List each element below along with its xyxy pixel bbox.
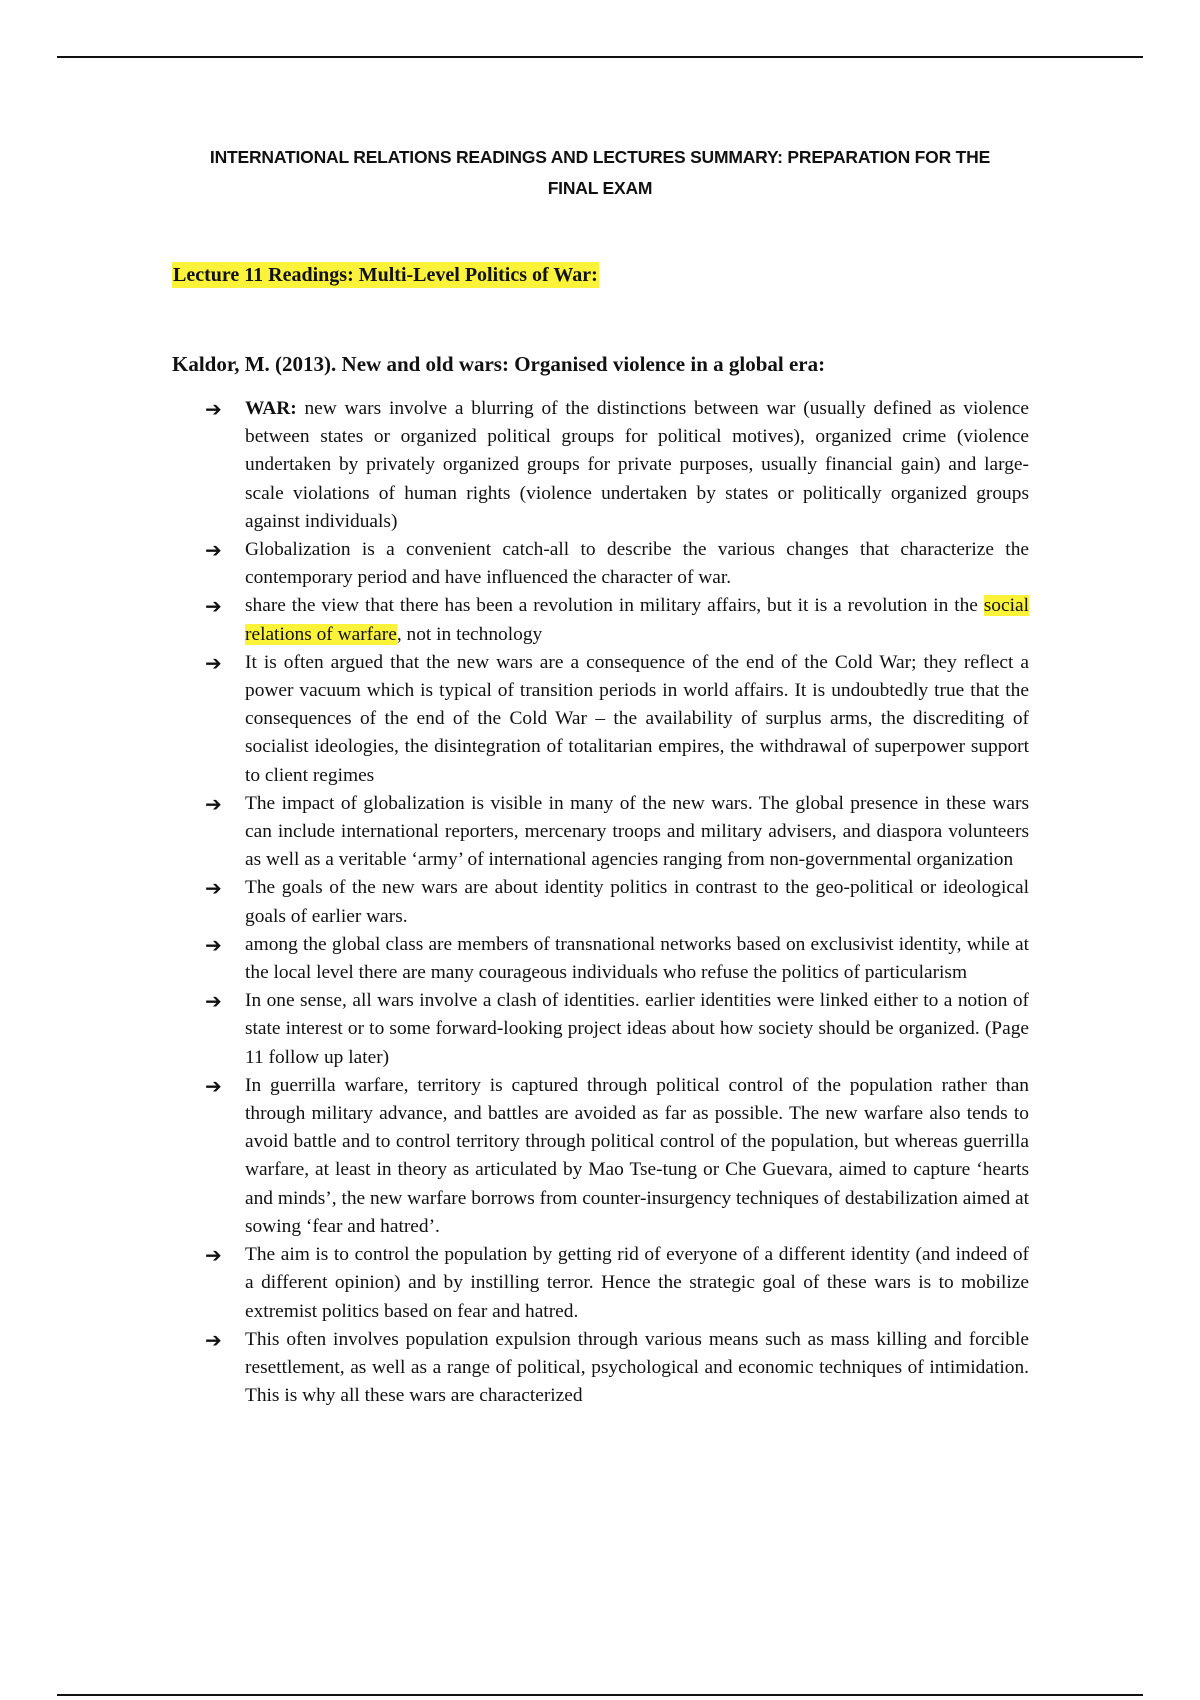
- bullet-item-cold-war: [205, 649, 1029, 790]
- bullet-item-war: [205, 395, 1029, 536]
- bullet-text: The impact of globalization is visible in many of the new wars. The global presence in these wars can include international reporters, mercenary troops and military advisers, and diaspora volunteers as well as a veritable ‘army’ of international agencies ranging from non-governmental organization: [245, 792, 1029, 871]
- bullet-item-revolution: [205, 592, 1029, 648]
- arrow-bullet-icon: ➔: [205, 876, 222, 901]
- arrow-bullet-icon: ➔: [205, 397, 222, 421]
- bullet-item-global-class: [205, 931, 1029, 987]
- bullet-text: new wars involve a blurring of the distinctions between war (usually defined as violence between states or organized political groups for political motives), organized crime (violence undertaken by privately organized groups for private purposes, usually financial gain) and large-scale violations of human rights (violence undertaken by states or politically organized groups against individuals): [245, 398, 1029, 532]
- bullet-text: among the global class are members of transnational networks based on exclusivist identity, while at the local level there are many courageous individuals who refuse the politics of particularism: [245, 933, 1029, 984]
- bullet-text: It is often argued that the new wars are a consequence of the end of the Cold War; they reflect a power vacuum which is typical of transition periods in world affairs. It is undoubtedly true that the consequences of the end of the Cold War – the availability of surplus arms, the discrediting of socialist ideologies, the disintegration of totalitarian empires, the withdrawal of superpower support to client regimes: [245, 651, 1029, 786]
- bullet-list: [205, 395, 1029, 1410]
- bullet-text: This often involves population expulsion through various means such as mass killing and forcible resettlement, as well as a range of political, psychological and economic techniques of intimidation. This is why all these wars are characterized: [245, 1328, 1029, 1407]
- bullet-text: share the view that there has been a revolution in military affairs, but it is a revolution in the: [245, 595, 984, 617]
- arrow-bullet-icon: ➔: [205, 1073, 222, 1098]
- arrow-bullet-icon: ➔: [205, 989, 222, 1014]
- bullet-text: Globalization is a convenient catch-all to describe the various changes that characterize the contemporary period and have influenced the character of war.: [245, 539, 1029, 589]
- bullet-text: The goals of the new wars are about identity politics in contrast to the geo-political or ideological goals of earlier wars.: [245, 877, 1029, 927]
- bullet-lead: WAR:: [245, 398, 297, 419]
- top-rule: [57, 56, 1143, 58]
- document-title: [172, 142, 1028, 204]
- bullet-item-goals: [205, 874, 1029, 930]
- highlighted-text: social relations of warfare: [245, 595, 1029, 645]
- bullet-item-expulsion: [205, 1326, 1029, 1411]
- section-heading: Lecture 11 Readings: Multi-Level Politics of War:: [173, 264, 598, 286]
- bullet-text: In guerrilla warfare, territory is captured through political control of the population rather than through military advance, and battles are avoided as far as possible. The new warfare also tends to avoid battle and to control territory through political control of the population, but whereas guerrilla warfare, at least in theory as articulated by Mao Tse-tung or Che Guevara, aimed to capture ‘hearts and minds’, the new warfare borrows from counter-insurgency techniques of destabilization aimed at sowing ‘fear and hatred’.: [245, 1074, 1029, 1237]
- arrow-bullet-icon: ➔: [205, 650, 222, 675]
- bullet-item-globalization: [205, 536, 1029, 592]
- bullet-text: The aim is to control the population by getting rid of everyone of a different identity (and indeed of a different opinion) and by instilling terror. Hence the strategic goal of these wars is to mobilize extremist politics based on fear and hatred.: [245, 1244, 1029, 1322]
- reading-title: Kaldor, M. (2013). New and old wars: Organised violence in a global era:: [172, 352, 826, 376]
- arrow-bullet-icon: ➔: [205, 932, 222, 957]
- arrow-bullet-icon: ➔: [205, 791, 222, 816]
- arrow-bullet-icon: ➔: [205, 594, 222, 619]
- document-title-line-1: INTERNATIONAL RELATIONS READINGS AND LECTURES SUMMARY: PREPARATION FOR THE: [209, 147, 991, 167]
- bullet-item-identities: [205, 987, 1029, 1072]
- arrow-bullet-icon: ➔: [205, 1327, 222, 1352]
- bullet-text: , not in technology: [396, 623, 543, 645]
- document-title-line-2: FINAL EXAM: [547, 178, 653, 198]
- bullet-item-aim: [205, 1241, 1029, 1326]
- arrow-bullet-icon: ➔: [205, 538, 222, 563]
- bullet-item-impact: [205, 790, 1029, 875]
- bullet-text: In one sense, all wars involve a clash of identities. earlier identities were linked either to a notion of state interest or to some forward-looking project ideas about how society should be organized. (Page 11 follow up later): [245, 990, 1029, 1068]
- arrow-bullet-icon: ➔: [205, 1243, 222, 1268]
- bullet-item-guerrilla: [205, 1072, 1029, 1241]
- bottom-rule: [57, 1694, 1143, 1696]
